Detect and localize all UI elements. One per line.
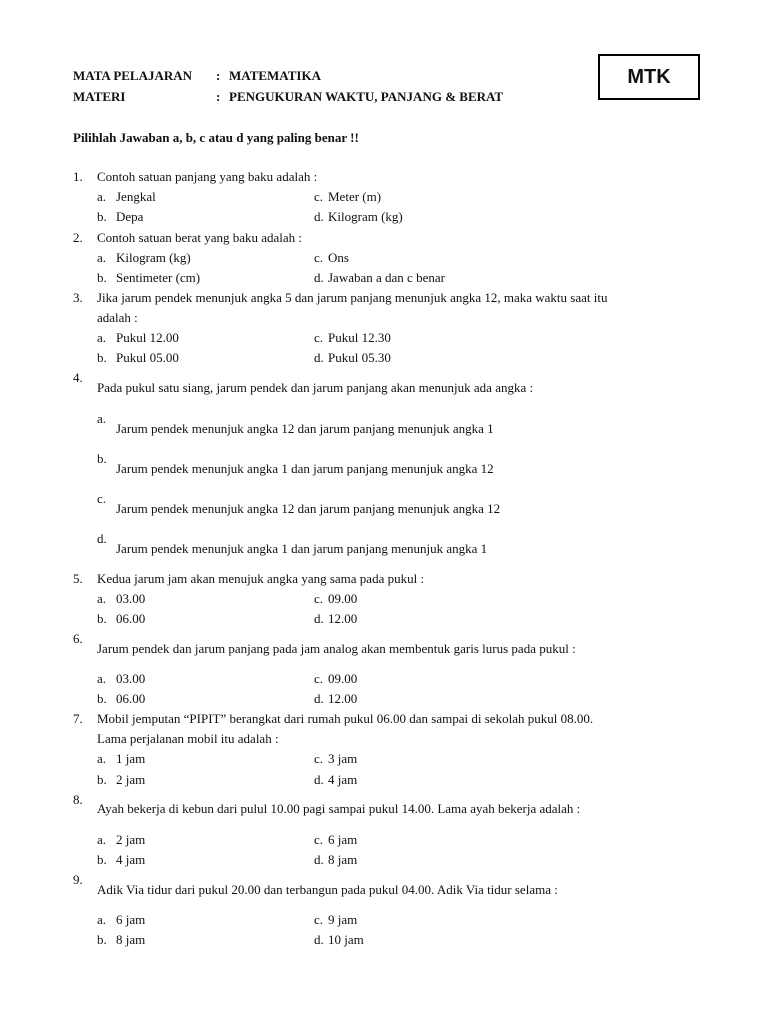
question-number: 3. — [73, 290, 83, 305]
option-text: Jarum pendek menunjuk angka 12 dan jarum panjang menunjuk angka 1 — [116, 421, 494, 436]
option-text: Depa — [116, 209, 144, 224]
option-text: 12.00 — [328, 611, 358, 626]
option-text: Jawaban a dan c benar — [328, 270, 445, 285]
topic-label: MATERI — [73, 89, 126, 104]
option-letter: c. — [97, 491, 107, 506]
option-text: 03.00 — [116, 671, 146, 686]
option-letter: d. — [314, 209, 324, 224]
option-text: Kilogram (kg) — [116, 250, 191, 265]
subject-value: MATEMATIKA — [229, 68, 321, 83]
question-number: 8. — [73, 792, 83, 807]
option-text: Ons — [328, 250, 349, 265]
option-letter: b. — [97, 270, 107, 285]
option-letter: a. — [97, 411, 107, 426]
option-letter: b. — [97, 209, 107, 224]
question-text-cont: adalah : — [97, 310, 138, 325]
option-letter: d. — [314, 852, 324, 867]
option-text: 9 jam — [328, 912, 358, 927]
option-letter: a. — [97, 751, 107, 766]
option-text: Kilogram (kg) — [328, 209, 403, 224]
option-letter: b. — [97, 932, 107, 947]
question-text-cont: Lama perjalanan mobil itu adalah : — [97, 731, 279, 746]
question-number: 4. — [73, 370, 83, 385]
option-text: 8 jam — [328, 852, 358, 867]
option-letter: d. — [314, 772, 324, 787]
option-text: Jarum pendek menunjuk angka 1 dan jarum panjang menunjuk angka 1 — [116, 541, 488, 556]
question-number: 1. — [73, 169, 83, 184]
question-text: Jika jarum pendek menunjuk angka 5 dan jarum panjang menunjuk angka 12, maka waktu saat itu — [97, 290, 608, 305]
question-text: Adik Via tidur dari pukul 20.00 dan terbangun pada pukul 04.00. Adik Via tidur selama : — [97, 882, 558, 897]
option-text: 2 jam — [116, 772, 146, 787]
option-letter: c. — [314, 591, 324, 606]
question-number: 7. — [73, 711, 83, 726]
option-text: Pukul 12.00 — [116, 330, 179, 345]
option-text: 4 jam — [328, 772, 358, 787]
option-text: 6 jam — [328, 832, 358, 847]
question-number: 5. — [73, 571, 83, 586]
option-text: 09.00 — [328, 671, 358, 686]
topic-separator: : — [216, 89, 221, 104]
option-text: 3 jam — [328, 751, 358, 766]
option-letter: a. — [97, 912, 107, 927]
option-text: Pukul 05.00 — [116, 350, 179, 365]
subject-separator: : — [216, 68, 221, 83]
option-text: Jarum pendek menunjuk angka 12 dan jarum panjang menunjuk angka 12 — [116, 501, 501, 516]
option-text: 2 jam — [116, 832, 146, 847]
option-letter: a. — [97, 189, 107, 204]
option-text: 12.00 — [328, 691, 358, 706]
option-letter: b. — [97, 772, 107, 787]
option-text: 10 jam — [328, 932, 364, 947]
subject-label: MATA PELAJARAN — [73, 68, 193, 83]
question-number: 2. — [73, 230, 83, 245]
option-text: 03.00 — [116, 591, 146, 606]
option-text: 06.00 — [116, 691, 146, 706]
option-letter: b. — [97, 691, 107, 706]
option-letter: c. — [314, 751, 324, 766]
option-text: 09.00 — [328, 591, 358, 606]
option-text: Sentimeter (cm) — [116, 270, 201, 285]
instruction: Pilihlah Jawaban a, b, c atau d yang paling benar !! — [73, 130, 359, 145]
option-letter: d. — [314, 350, 324, 365]
option-letter: b. — [97, 611, 107, 626]
option-text: Pukul 05.30 — [328, 350, 391, 365]
question-text: Mobil jemputan “PIPIT” berangkat dari rumah pukul 06.00 dan sampai di sekolah pukul 08.00. — [97, 711, 594, 726]
option-letter: d. — [314, 611, 324, 626]
question-text: Ayah bekerja di kebun dari pulul 10.00 pagi sampai pukul 14.00. Lama ayah bekerja adalah : — [97, 801, 581, 816]
question-number: 6. — [73, 631, 83, 646]
option-text: Jarum pendek menunjuk angka 1 dan jarum panjang menunjuk angka 12 — [116, 461, 494, 476]
option-letter: a. — [97, 671, 107, 686]
option-letter: c. — [314, 189, 324, 204]
option-text: 8 jam — [116, 932, 146, 947]
question-text: Pada pukul satu siang, jarum pendek dan jarum panjang akan menunjuk ada angka : — [97, 380, 534, 395]
option-letter: c. — [314, 912, 324, 927]
topic-value: PENGUKURAN WAKTU, PANJANG & BERAT — [229, 89, 504, 104]
option-text: 6 jam — [116, 912, 146, 927]
question-number: 9. — [73, 872, 83, 887]
option-letter: b. — [97, 852, 107, 867]
option-letter: c. — [314, 330, 324, 345]
option-letter: d. — [97, 531, 107, 546]
option-text: 06.00 — [116, 611, 146, 626]
option-text: Meter (m) — [328, 189, 382, 204]
question-text: Contoh satuan berat yang baku adalah : — [97, 230, 303, 245]
option-text: 1 jam — [116, 751, 146, 766]
option-letter: c. — [314, 832, 324, 847]
question-text: Contoh satuan panjang yang baku adalah : — [97, 169, 318, 184]
option-letter: c. — [314, 671, 324, 686]
option-text: Jengkal — [116, 189, 156, 204]
option-letter: d. — [314, 270, 324, 285]
option-letter: a. — [97, 250, 107, 265]
question-text: Kedua jarum jam akan menujuk angka yang sama pada pukul : — [97, 571, 425, 586]
option-letter: b. — [97, 451, 107, 466]
option-letter: d. — [314, 932, 324, 947]
subject-badge: MTK — [598, 54, 700, 100]
option-text: Pukul 12.30 — [328, 330, 391, 345]
option-letter: b. — [97, 350, 107, 365]
option-text: 4 jam — [116, 852, 146, 867]
option-letter: c. — [314, 250, 324, 265]
option-letter: d. — [314, 691, 324, 706]
option-letter: a. — [97, 832, 107, 847]
option-letter: a. — [97, 591, 107, 606]
question-text: Jarum pendek dan jarum panjang pada jam analog akan membentuk garis lurus pada pukul : — [97, 641, 576, 656]
option-letter: a. — [97, 330, 107, 345]
